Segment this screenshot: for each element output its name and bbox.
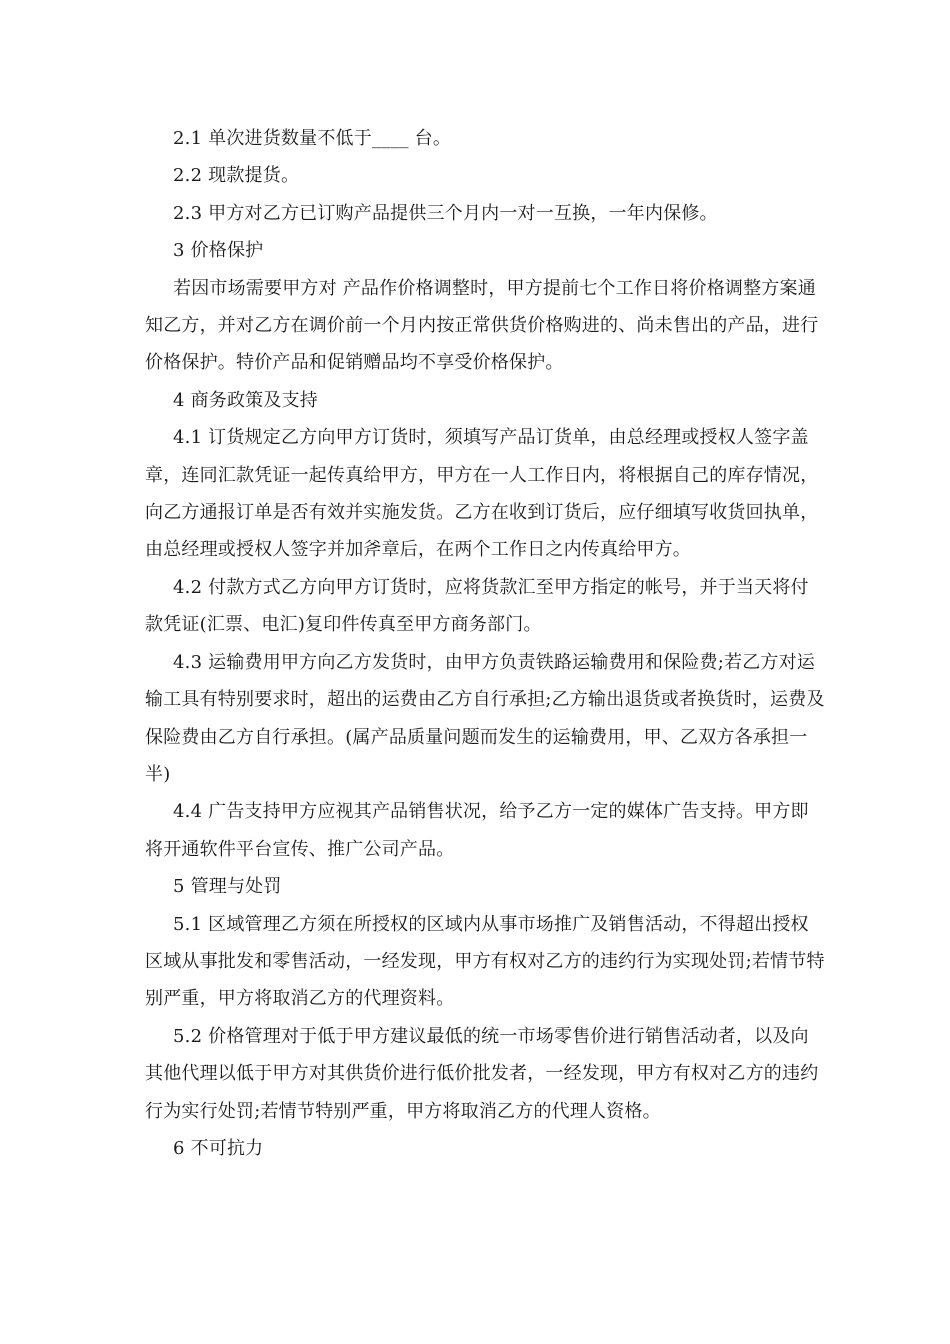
paragraph-4-2: 4.2 付款方式乙方向甲方订货时，应将货款汇至甲方指定的帐号，并于当天将付款凭证(汇票、电汇)复印件传真至甲方商务部门。 bbox=[145, 576, 809, 636]
paragraph-4-1: 4.1 订货规定乙方向甲方订货时，须填写产品订货单，由总经理或授权人签字盖章，连同汇款凭证一起传真给甲方，甲方在一人工作日内，将根据自己的库存情况，向乙方通报订单是否有效并实施发货。乙方在收到订货后，应仔细填写收货回执单，由总经理或授权人签字并加斧章后，在两个工作日之内传真给甲方。 bbox=[145, 427, 819, 561]
paragraph-3-body: 若因市场需要甲方对 产品作价格调整时，甲方提前七个工作日将价格调整方案通知乙方，并对乙方在调价前一个月内按正常供货价格购进的、尚未售出的产品，进行价格保护。特价产品和促销赠品均不享受价格保护。 bbox=[145, 277, 819, 374]
paragraph-5-2: 5.2 价格管理对于低于甲方建议最低的统一市场零售价进行销售活动者，以及向其他代理以低于甲方对其供货价进行低价批发者，一经发现，甲方有权对乙方的违约行为实行处罚;若情节特别严重，甲方将取消乙方的代理人资格。 bbox=[145, 1025, 819, 1122]
section-heading-6: 6 不可抗力 bbox=[173, 1137, 264, 1159]
document-body bbox=[145, 120, 825, 1167]
paragraph-2-3: 2.3 甲方对乙方已订购产品提供三个月内一对一互换，一年内保修。 bbox=[173, 202, 718, 224]
section-heading-4: 4 商务政策及支持 bbox=[173, 389, 318, 411]
section-heading-5: 5 管理与处罚 bbox=[173, 876, 282, 898]
paragraph-5-1: 5.1 区域管理乙方须在所授权的区域内从事市场推广及销售活动，不得超出授权区域从事批发和零售活动，一经发现，甲方有权对乙方的违约行为实现处罚;若情节特别严重，甲方将取消乙方的代理资料。 bbox=[145, 913, 825, 1010]
paragraph-2-2: 2.2 现款提货。 bbox=[173, 165, 300, 187]
paragraph-2-1: 2.1 单次进货数量不低于____ 台。 bbox=[173, 128, 452, 149]
paragraph-4-4: 4.4 广告支持甲方应视其产品销售状况，给予乙方一定的媒体广告支持。甲方即将开通软件平台宣传、推广公司产品。 bbox=[145, 801, 809, 860]
section-heading-3: 3 价格保护 bbox=[173, 240, 264, 262]
paragraph-4-3: 4.3 运输费用甲方向乙方发货时，由甲方负责铁路运输费用和保险费;若乙方对运输工具有特别要求时，超出的运费由乙方自行承担;乙方输出退货或者换货时，运费及保险费由乙方自行承担。(属产品质量问题而发生的运输费用，甲、乙双方各承担一半) bbox=[145, 651, 825, 785]
